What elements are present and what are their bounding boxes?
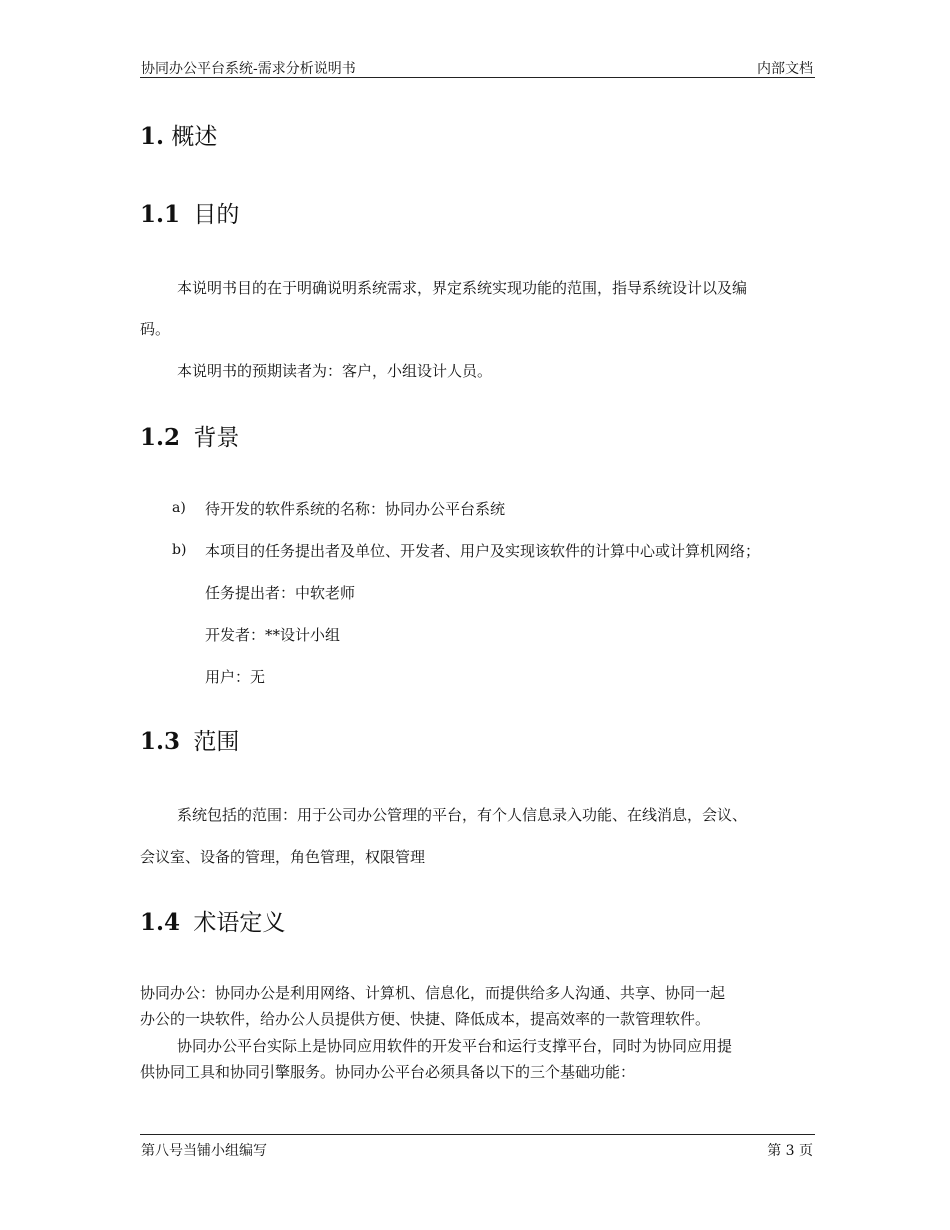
heading-title: 背景	[193, 425, 240, 451]
heading-title: 范围	[193, 729, 240, 755]
heading-terms	[140, 904, 285, 937]
purpose-readers-paragraph: 本说明书的预期读者为：客户，小组设计人员。	[177, 362, 493, 380]
purpose-paragraph-line-1: 本说明书目的在于明确说明系统需求，界定系统实现功能的范围，指导系统设计以及编	[177, 279, 748, 297]
scope-paragraph-line-2: 会议室、设备的管理，角色管理，权限管理	[140, 848, 426, 866]
heading-number: 1.	[140, 123, 165, 150]
heading-overview	[140, 118, 217, 151]
terms-paragraph-2-line-1: 协同办公平台实际上是协同应用软件的开发平台和运行支撑平台，同时为协同应用提	[177, 1037, 733, 1055]
scope-paragraph-line-1: 系统包括的范围：用于公司办公管理的平台，有个人信息录入功能、在线消息，会议、	[177, 806, 748, 824]
list-subitem: 用户：无	[205, 668, 266, 686]
heading-number: 1.3	[140, 728, 181, 755]
terms-paragraph-1-line-1: 协同办公：协同办公是利用网络、计算机、信息化，而提供给多人沟通、共享、协同一起	[140, 984, 726, 1002]
footer-author: 第八号当铺小组编写	[141, 1143, 267, 1159]
list-marker: a)	[172, 500, 186, 516]
document-classification: 内部文档	[757, 61, 813, 77]
heading-title: 术语定义	[193, 910, 286, 936]
heading-purpose	[140, 196, 239, 229]
page-number: 第 3 页	[767, 1143, 813, 1159]
page-header	[140, 57, 815, 78]
heading-title: 概述	[171, 124, 218, 150]
list-item: 待开发的软件系统的名称：协同办公平台系统	[205, 500, 506, 518]
list-subitem: 开发者：**设计小组	[205, 626, 341, 644]
list-marker: b)	[172, 542, 187, 558]
terms-paragraph-2-line-2: 供协同工具和协同引擎服务。协同办公平台必须具备以下的三个基础功能：	[140, 1063, 636, 1081]
page-footer	[140, 1134, 815, 1159]
heading-background	[140, 419, 239, 452]
purpose-paragraph-line-2: 码。	[140, 320, 171, 338]
list-item: 本项目的任务提出者及单位、开发者、用户及实现该软件的计算中心或计算机网络；	[205, 542, 761, 560]
heading-title: 目的	[193, 202, 240, 228]
document-title: 协同办公平台系统-需求分析说明书	[141, 61, 356, 77]
terms-paragraph-1-line-2: 办公的一块软件，给办公人员提供方便、快捷、降低成本，提高效率的一款管理软件。	[140, 1010, 711, 1028]
heading-scope	[140, 723, 239, 756]
heading-number: 1.4	[140, 909, 181, 936]
list-subitem: 任务提出者：中软老师	[205, 584, 356, 602]
heading-number: 1.1	[140, 201, 181, 228]
heading-number: 1.2	[140, 424, 181, 451]
